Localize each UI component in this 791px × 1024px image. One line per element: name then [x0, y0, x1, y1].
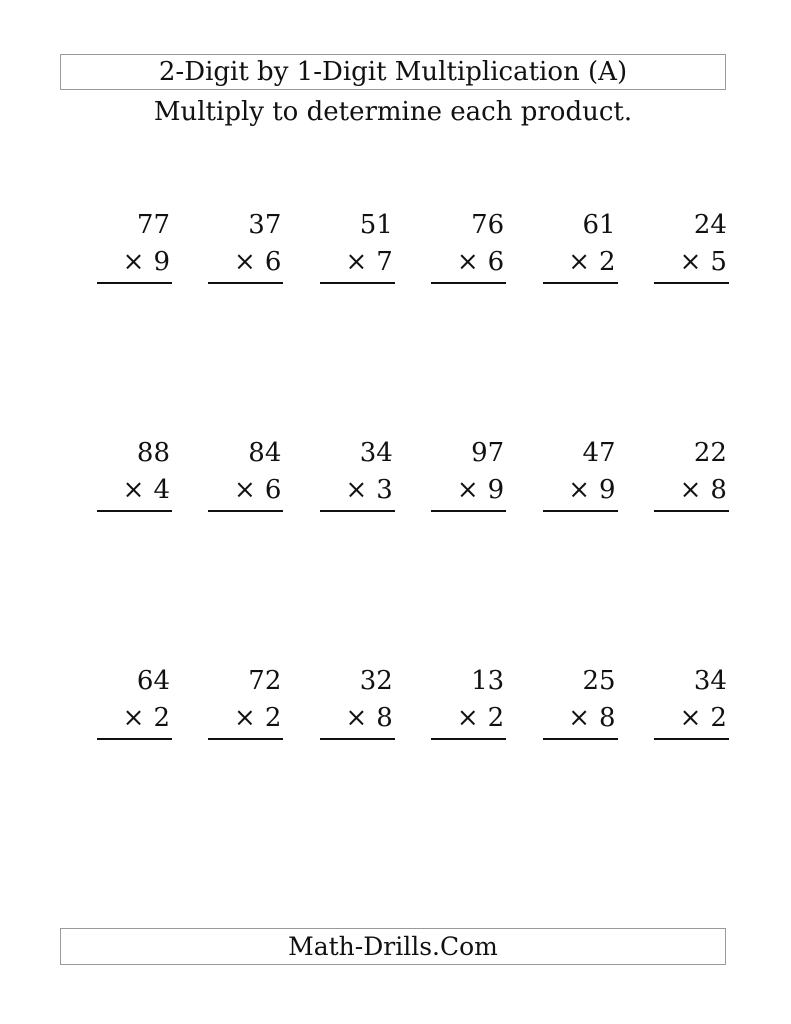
problem — [208, 663, 283, 768]
problem-top-number: 51 — [359, 210, 393, 240]
problem — [97, 207, 172, 312]
worksheet-title: 2-Digit by 1-Digit Multiplication (A) — [60, 54, 726, 90]
problem-bottom-row — [208, 243, 283, 281]
problem-top-number: 34 — [359, 438, 393, 468]
worksheet-instructions: Multiply to determine each product. — [153, 97, 633, 127]
problem-top-number: 64 — [136, 666, 170, 696]
answer-line — [654, 510, 729, 512]
answer-line — [654, 282, 729, 284]
problem — [431, 207, 506, 312]
problem-bottom-row — [543, 699, 618, 737]
problem-bottom-number: 6 — [264, 475, 282, 505]
problem — [543, 435, 618, 540]
problem-bottom-number: 6 — [487, 247, 505, 277]
problem-bottom-row — [97, 471, 172, 509]
problem — [97, 663, 172, 768]
problem-bottom-number: 7 — [376, 247, 393, 277]
multiply-sign: × — [345, 475, 368, 505]
problem-bottom-number: 5 — [710, 247, 727, 277]
answer-line — [208, 282, 283, 284]
problem — [208, 435, 283, 540]
problem-bottom-number: 9 — [153, 247, 170, 277]
problem-bottom-number: 2 — [710, 703, 727, 733]
problem-bottom-number: 8 — [710, 475, 727, 505]
problem-top-number: 72 — [248, 666, 282, 696]
problem-bottom-row — [208, 471, 283, 509]
problem — [97, 435, 172, 540]
answer-line — [654, 738, 729, 740]
multiply-sign: × — [456, 475, 479, 505]
problem-bottom-row — [431, 471, 506, 509]
problem-top-number: 32 — [359, 666, 393, 696]
multiply-sign: × — [456, 247, 479, 277]
problem — [654, 207, 729, 312]
multiply-sign: × — [679, 475, 702, 505]
problem-bottom-number: 4 — [153, 475, 170, 505]
problem-bottom-row — [543, 471, 618, 509]
multiply-sign: × — [345, 247, 368, 277]
problem — [431, 663, 506, 768]
problem-bottom-row — [431, 699, 506, 737]
answer-line — [97, 510, 172, 512]
problem-top-number: 24 — [693, 210, 727, 240]
multiply-sign: × — [234, 475, 256, 505]
answer-line — [97, 738, 172, 740]
problem-top-number: 88 — [136, 438, 170, 468]
answer-line — [320, 738, 395, 740]
problem — [431, 435, 506, 540]
problem-top-number: 22 — [693, 438, 727, 468]
problem-bottom-number: 2 — [264, 703, 282, 733]
answer-line — [543, 510, 618, 512]
problem-bottom-row — [320, 699, 395, 737]
problem — [208, 207, 283, 312]
problem-bottom-row — [543, 243, 618, 281]
problem-grid — [97, 207, 729, 768]
problem-bottom-row — [97, 699, 172, 737]
problem — [320, 435, 395, 540]
problem — [543, 207, 618, 312]
answer-line — [208, 510, 283, 512]
answer-line — [431, 510, 506, 512]
problem-bottom-number: 6 — [264, 247, 282, 277]
multiply-sign: × — [122, 475, 145, 505]
footer-site-name: Math-Drills.Com — [60, 928, 726, 965]
problem-top-number: 37 — [248, 210, 282, 240]
multiply-sign: × — [122, 703, 145, 733]
multiply-sign: × — [568, 475, 591, 505]
answer-line — [320, 510, 395, 512]
problem — [320, 663, 395, 768]
problem-bottom-row — [320, 471, 395, 509]
answer-line — [431, 738, 506, 740]
problem — [320, 207, 395, 312]
problem — [654, 663, 729, 768]
problem-top-number: 47 — [582, 438, 616, 468]
problem-bottom-row — [431, 243, 506, 281]
problem-top-number: 61 — [582, 210, 616, 240]
problem — [654, 435, 729, 540]
problem-bottom-row — [208, 699, 283, 737]
multiply-sign: × — [679, 247, 702, 277]
multiply-sign: × — [568, 247, 591, 277]
answer-line — [97, 282, 172, 284]
multiply-sign: × — [122, 247, 145, 277]
answer-line — [208, 738, 283, 740]
multiply-sign: × — [234, 703, 256, 733]
multiply-sign: × — [234, 247, 256, 277]
problem-top-number: 77 — [136, 210, 170, 240]
problem-bottom-number: 9 — [599, 475, 616, 505]
problem-top-number: 76 — [471, 210, 505, 240]
problem-bottom-number: 2 — [487, 703, 505, 733]
problem-top-number: 34 — [693, 666, 727, 696]
problem-bottom-number: 2 — [599, 247, 616, 277]
problem-bottom-number: 8 — [376, 703, 393, 733]
answer-line — [543, 282, 618, 284]
problem-top-number: 84 — [248, 438, 282, 468]
multiply-sign: × — [679, 703, 702, 733]
problem-bottom-number: 2 — [153, 703, 170, 733]
problem-bottom-row — [97, 243, 172, 281]
problem-bottom-row — [654, 471, 729, 509]
problem — [543, 663, 618, 768]
multiply-sign: × — [568, 703, 591, 733]
multiply-sign: × — [345, 703, 368, 733]
answer-line — [431, 282, 506, 284]
problem-bottom-row — [320, 243, 395, 281]
problem-top-number: 25 — [582, 666, 616, 696]
problem-bottom-row — [654, 243, 729, 281]
problem-bottom-number: 8 — [599, 703, 616, 733]
problem-bottom-number: 9 — [487, 475, 505, 505]
multiply-sign: × — [456, 703, 479, 733]
problem-bottom-number: 3 — [376, 475, 393, 505]
problem-top-number: 13 — [471, 666, 505, 696]
answer-line — [320, 282, 395, 284]
answer-line — [543, 738, 618, 740]
problem-bottom-row — [654, 699, 729, 737]
problem-top-number: 97 — [471, 438, 505, 468]
